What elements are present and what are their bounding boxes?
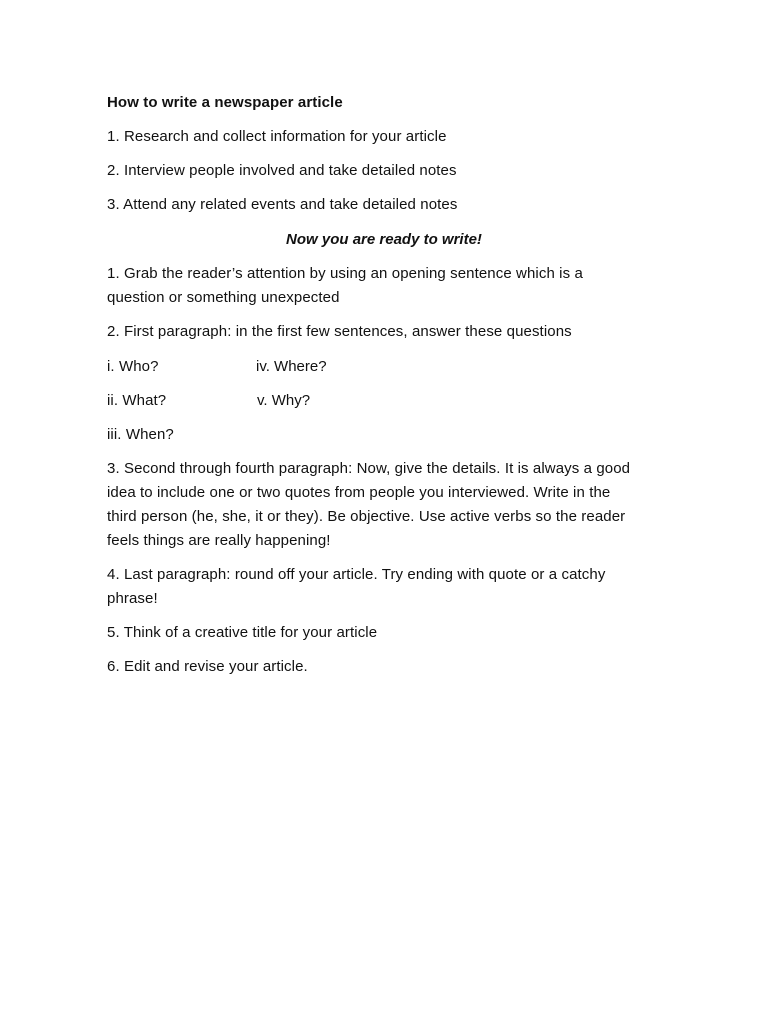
question-when: iii. When?: [107, 426, 174, 443]
subheading: Now you are ready to write!: [286, 231, 482, 248]
write-step-2: 2. First paragraph: in the first few sentences, answer these questions: [107, 323, 572, 340]
write-step-4-line-2: phrase!: [107, 590, 158, 607]
question-what: ii. What?: [107, 392, 167, 409]
prep-step-1: 1. Research and collect information for your article: [107, 128, 447, 145]
write-step-3-line-3: third person (he, she, it or they). Be objective. Use active verbs so the reader: [107, 508, 626, 525]
question-why: v. Why?: [257, 392, 311, 409]
write-step-3-line-1: 3. Second through fourth paragraph: Now, give the details. It is always a good: [107, 460, 631, 477]
prep-step-2: 2. Interview people involved and take detailed notes: [107, 162, 457, 179]
write-step-1-line-1: 1. Grab the reader’s attention by using an opening sentence which is a: [107, 265, 583, 282]
question-where: iv. Where?: [256, 358, 327, 375]
write-step-3-line-2: idea to include one or two quotes from people you interviewed. Write in the: [107, 484, 611, 501]
write-step-3-line-4: feels things are really happening!: [107, 532, 331, 549]
write-step-5: 5. Think of a creative title for your article: [107, 624, 378, 641]
document-title: How to write a newspaper article: [107, 94, 343, 111]
question-who: i. Who?: [107, 358, 159, 375]
write-step-4-line-1: 4. Last paragraph: round off your article. Try ending with quote or a catchy: [107, 566, 606, 583]
write-step-1-line-2: question or something unexpected: [107, 289, 340, 306]
write-step-6: 6. Edit and revise your article.: [107, 658, 308, 675]
prep-step-3: 3. Attend any related events and take detailed notes: [107, 196, 458, 213]
